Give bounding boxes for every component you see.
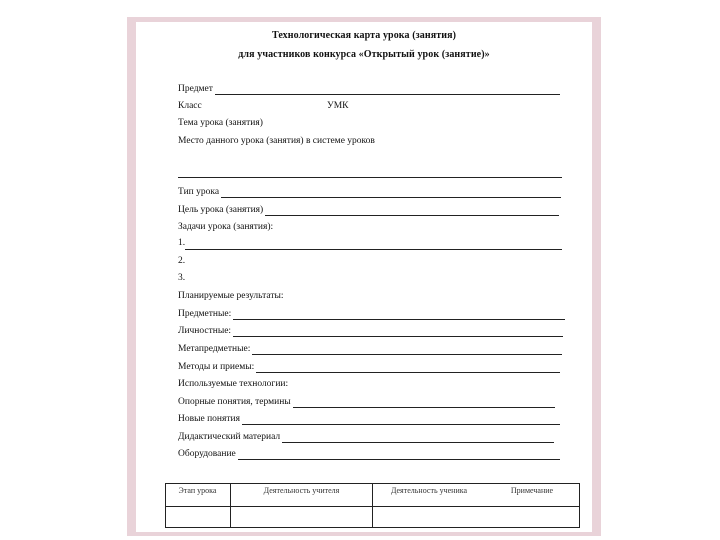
field-tasks — [178, 222, 275, 233]
field-place-label: Место данного урока (занятия) в системе уроков — [178, 136, 375, 146]
task-number-1: 1. — [178, 238, 186, 248]
field-topic-label: Тема урока (занятия) — [178, 118, 263, 128]
field-didactic-label: Дидактический материал — [178, 432, 281, 442]
field-goal-label: Цель урока (занятия) — [178, 205, 264, 215]
field-personal-results-label: Личностные: — [178, 326, 232, 336]
field-equipment-line — [238, 450, 560, 460]
field-new-concepts-line — [242, 415, 560, 425]
task-line-1 — [185, 249, 562, 250]
field-results — [178, 291, 286, 302]
field-results-label: Планируемые результаты: — [178, 291, 284, 301]
field-meta-results-label: Метапредметные: — [178, 344, 251, 354]
field-goal — [178, 205, 559, 216]
field-class — [178, 101, 204, 112]
field-concepts-line — [293, 398, 555, 408]
blank-line — [178, 177, 562, 178]
field-equipment — [178, 449, 560, 460]
task-number-3: 3. — [178, 273, 186, 283]
document-page — [136, 22, 592, 532]
field-type-line — [221, 188, 561, 198]
field-new-concepts-label: Новые понятия — [178, 414, 240, 424]
table-header-teacher: Деятельность учителя — [263, 486, 340, 495]
field-subject-label: Предмет — [178, 84, 213, 94]
field-class-label: Класс — [178, 101, 202, 111]
table-header-stage: Этап урока — [178, 486, 217, 495]
field-new-concepts — [178, 414, 560, 425]
field-type — [178, 187, 561, 198]
field-umk — [327, 101, 351, 112]
field-meta-results-line — [252, 345, 562, 355]
lesson-stages-table — [165, 483, 580, 528]
document-title: Технологическая карта урока (занятия) — [271, 30, 457, 41]
document-subtitle: для участников конкурса «Открытый урок (занятие)» — [238, 49, 490, 60]
field-goal-line — [265, 206, 559, 216]
field-subject-results — [178, 309, 565, 320]
field-meta-results — [178, 344, 562, 355]
field-personal-results — [178, 326, 563, 337]
field-equipment-label: Оборудование — [178, 449, 236, 459]
field-type-label: Тип урока — [178, 187, 220, 197]
field-subject — [178, 84, 560, 95]
field-umk-label: УМК — [327, 101, 349, 111]
field-subject-results-label: Предметные: — [178, 309, 232, 319]
field-topic — [178, 118, 265, 129]
task-number-2: 2. — [178, 256, 186, 266]
field-methods — [178, 362, 560, 373]
field-technologies-label: Используемые технологии: — [178, 379, 289, 389]
field-didactic-line — [282, 433, 554, 443]
field-tasks-label: Задачи урока (занятия): — [178, 222, 274, 232]
field-subject-results-line — [233, 310, 565, 320]
field-subject-line — [215, 85, 560, 95]
field-technologies — [178, 379, 290, 390]
field-place — [178, 136, 377, 147]
table-header-notes: Примечание — [510, 486, 554, 495]
field-concepts — [178, 397, 555, 408]
field-methods-label: Методы и приемы: — [178, 362, 255, 372]
table-header-student: Деятельность ученика — [390, 486, 468, 495]
field-personal-results-line — [233, 327, 563, 337]
field-didactic — [178, 432, 554, 443]
table-border — [579, 484, 580, 527]
field-methods-line — [256, 363, 560, 373]
field-concepts-label: Опорные понятия, термины — [178, 397, 291, 407]
